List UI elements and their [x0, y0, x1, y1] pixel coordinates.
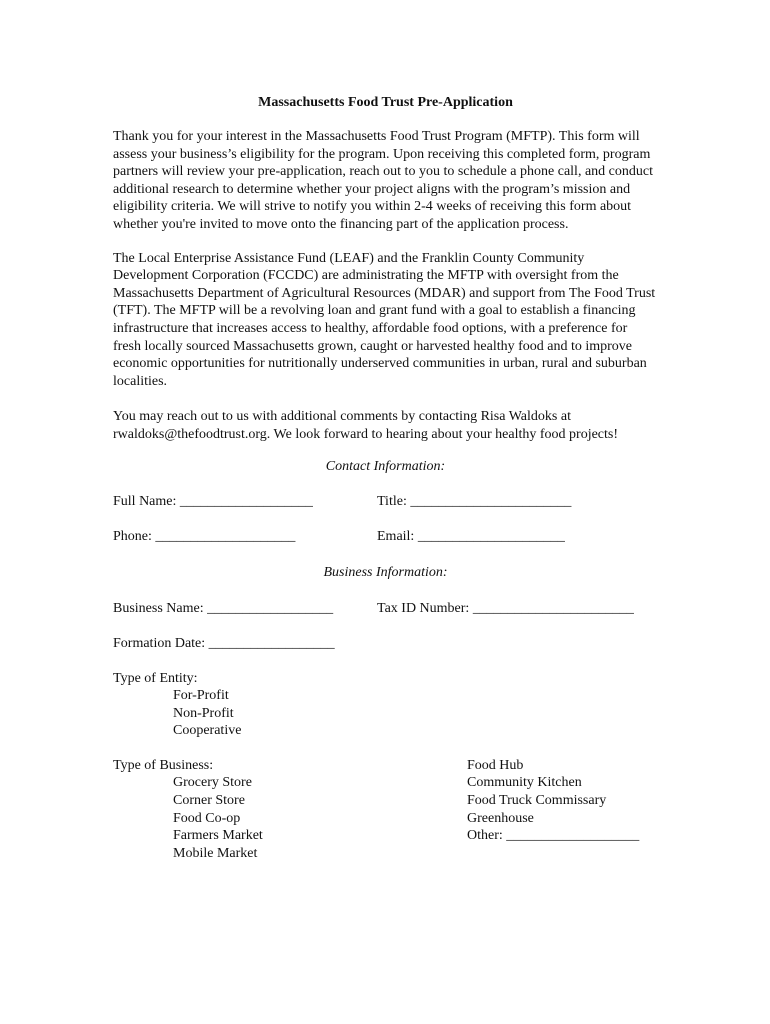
contact-section-heading: Contact Information: — [325, 458, 446, 474]
business-option-other-field[interactable]: Other: ___________________ — [467, 828, 640, 844]
contact-note-paragraph: You may reach out to us with additional comments by contacting Risa Waldoks at rwaldoks@thefoodtrust.org. We look forward to hearing about your healthy food projects! — [113, 409, 619, 442]
business-option-farmers-market[interactable]: Farmers Market — [173, 828, 263, 844]
business-name-field[interactable]: Business Name: __________________ — [113, 600, 334, 616]
contact-row-2 — [113, 528, 658, 546]
business-type-left-column — [113, 757, 263, 863]
email-field[interactable]: Email: _____________________ — [377, 528, 565, 544]
document-title: Massachusetts Food Trust Pre-Application — [258, 95, 513, 110]
entity-option-cooperative[interactable]: Cooperative — [173, 723, 242, 739]
business-row-2 — [113, 635, 658, 653]
business-option-greenhouse[interactable]: Greenhouse — [467, 810, 534, 826]
business-section-heading: Business Information: — [323, 564, 448, 580]
entity-type-label: Type of Entity: — [113, 670, 198, 686]
document-page — [113, 94, 658, 867]
contact-row-1 — [113, 493, 658, 511]
entity-option-for-profit[interactable]: For-Profit — [173, 688, 229, 704]
intro-paragraph: Thank you for your interest in the Massachusetts Food Trust Program (MFTP). This form will assess your business’s eligibility for the program. Upon receiving this completed form, program partners will review your pre-application, reach out to you to schedule a phone call, and conduct additional research to determine whether your project aligns with the program’s mission and eligibility criteria. We will strive to notify you within 2-4 weeks of receiving this form about whether you're invited to move onto the financing part of the application process. — [113, 129, 653, 232]
formation-date-field[interactable]: Formation Date: __________________ — [113, 635, 335, 651]
business-type-section — [113, 757, 658, 867]
business-option-food-hub[interactable]: Food Hub — [467, 757, 524, 773]
business-option-food-truck-commissary[interactable]: Food Truck Commissary — [467, 793, 607, 809]
title-field[interactable]: Title: _______________________ — [377, 493, 572, 509]
entity-type-section — [113, 670, 658, 740]
business-option-community-kitchen[interactable]: Community Kitchen — [467, 775, 582, 791]
full-name-field[interactable]: Full Name: ___________________ — [113, 493, 313, 509]
business-option-food-coop[interactable]: Food Co-op — [173, 810, 241, 826]
tax-id-field[interactable]: Tax ID Number: _______________________ — [377, 600, 634, 616]
business-type-right-column — [467, 757, 639, 845]
business-type-label: Type of Business: — [113, 757, 214, 773]
program-description-paragraph: The Local Enterprise Assistance Fund (LEAF) and the Franklin County Community Development Corporation (FCCDC) are administrating the MFTP with oversight from the Massachusetts Department of Agricultural Resources (MDAR) and support from The Food Trust (TFT). The MFTP will be a revolving loan and grant fund with a goal to establish a financing infrastructure that increases access to healthy, affordable food options, with a preference for fresh locally sourced Massachusetts grown, caught or harvested healthy food and to improve economic opportunities for nutritionally underserved communities in urban, rural and suburban localities. — [113, 250, 656, 389]
business-option-mobile-market[interactable]: Mobile Market — [173, 845, 258, 861]
entity-option-non-profit[interactable]: Non-Profit — [173, 705, 234, 721]
business-row-1 — [113, 600, 658, 618]
business-option-corner-store[interactable]: Corner Store — [173, 793, 245, 809]
business-option-grocery-store[interactable]: Grocery Store — [173, 775, 252, 791]
phone-field[interactable]: Phone: ____________________ — [113, 528, 296, 544]
